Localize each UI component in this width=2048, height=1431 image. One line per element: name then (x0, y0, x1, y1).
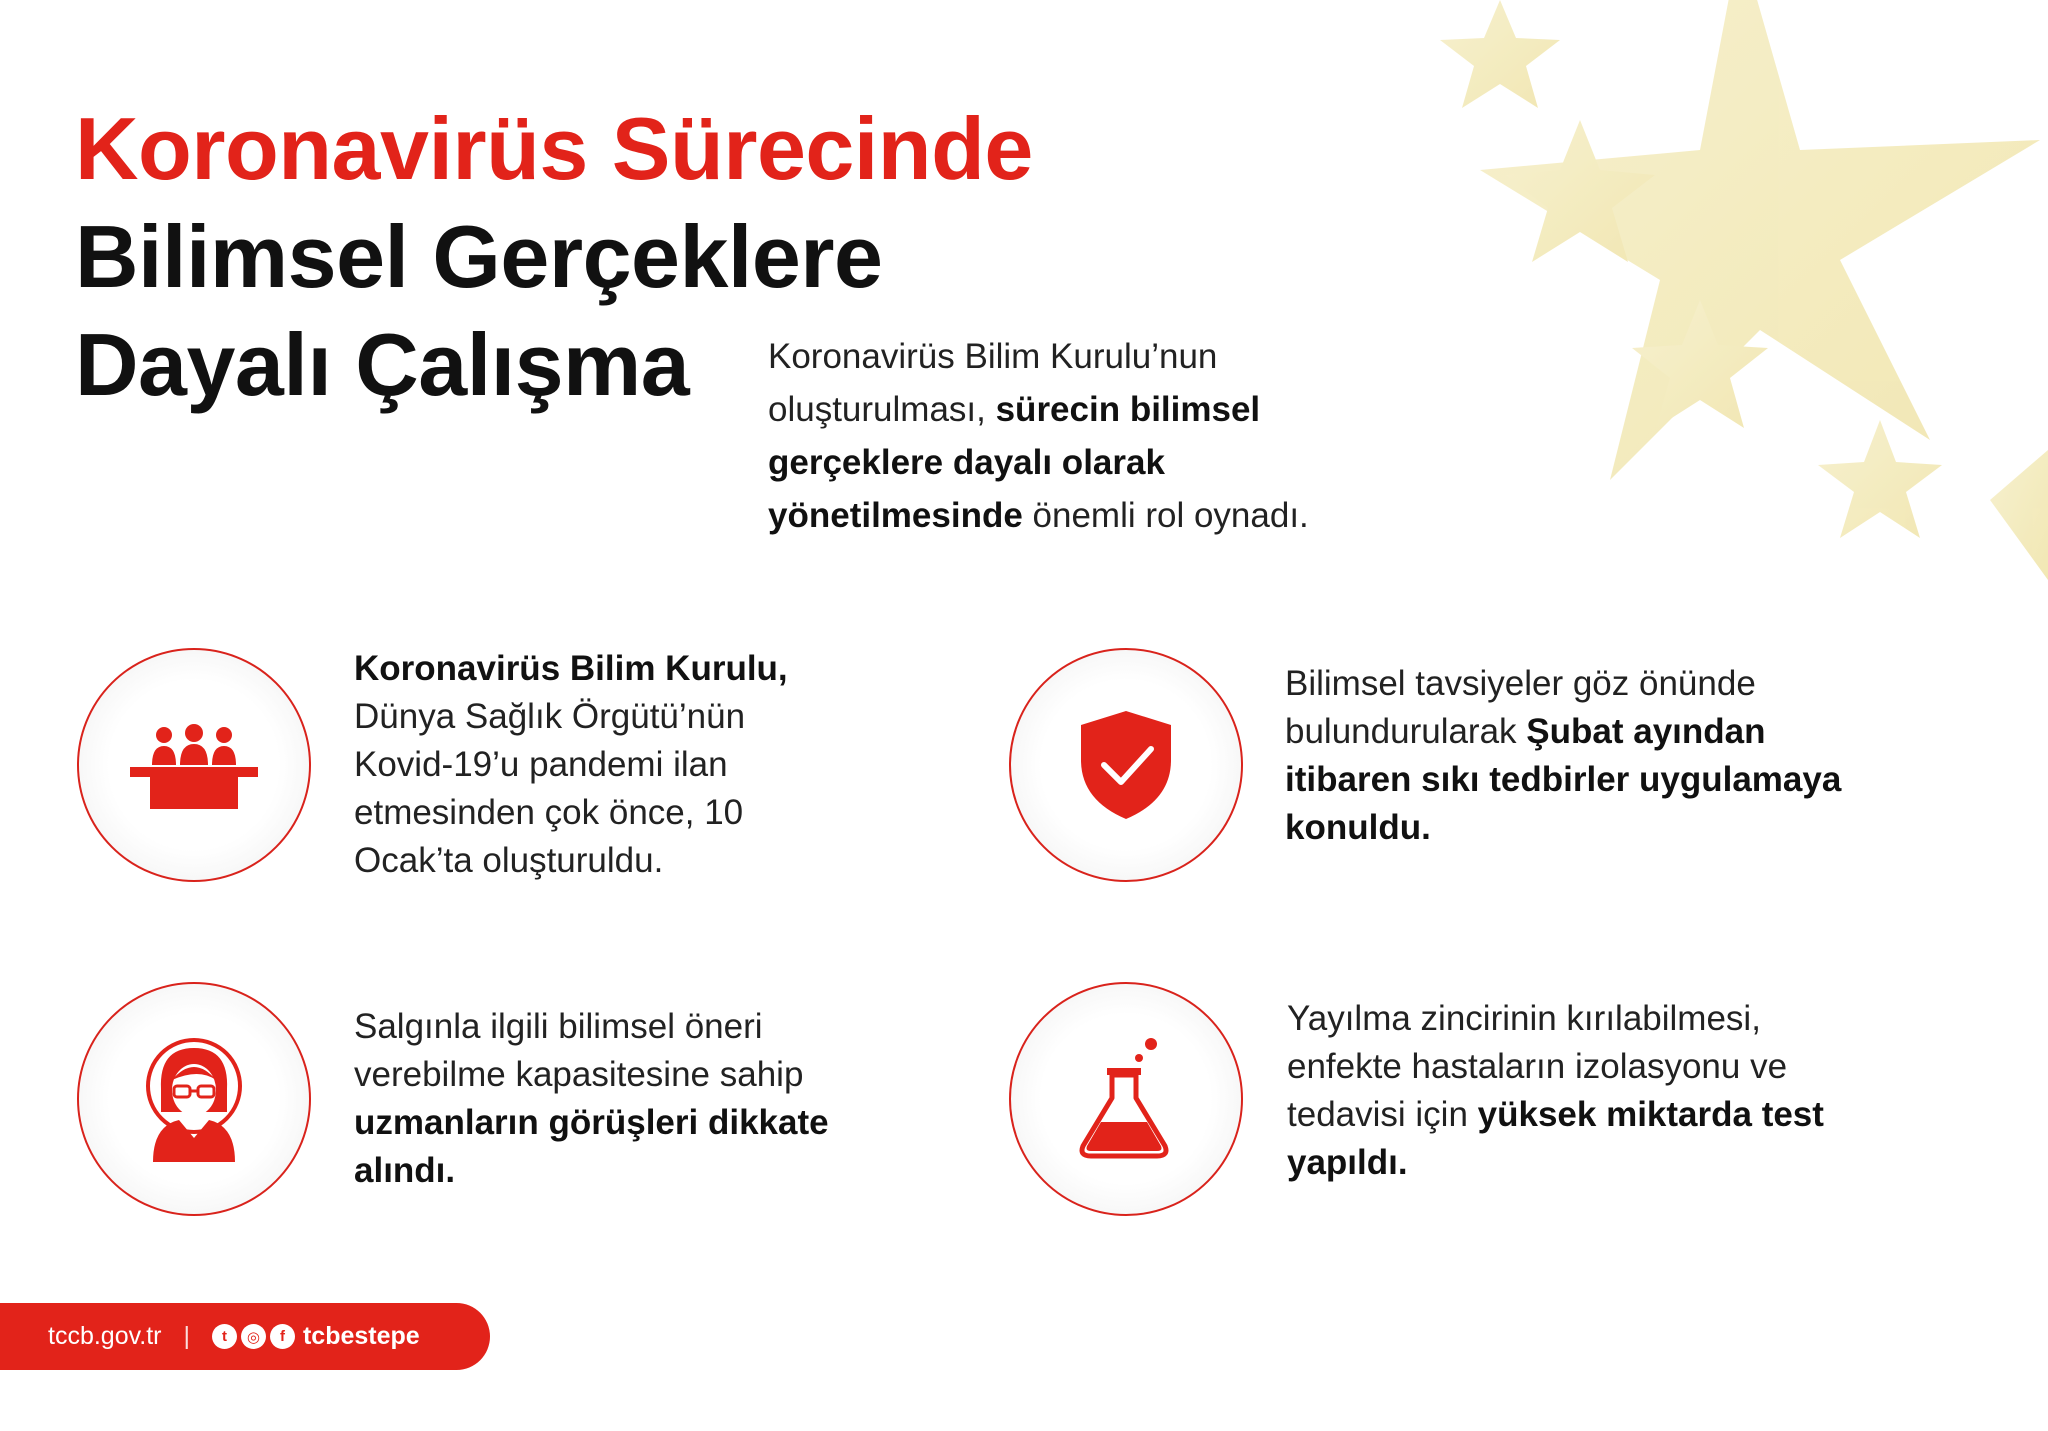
star-shape (1505, 120, 1655, 262)
title-line-2: Bilimsel Gerçeklere (75, 207, 883, 306)
star-shape (1990, 450, 2048, 580)
item-2-plain: Bilimsel tavsiyeler göz önünde bulundurularak (1285, 664, 1756, 751)
item-4-plain: Yayılma zincirinin kırılabilmesi, enfekte hastaların izolasyonu ve tedavisi için (1287, 999, 1788, 1134)
expert-circle (77, 982, 311, 1216)
star-shape (1632, 300, 1768, 428)
item-3-plain: Salgınla ilgili bilimsel öneri verebilme kapasitesine sahip (354, 1007, 804, 1094)
intro-bold: sürecin bilimsel gerçeklere dayalı olarak yönetilmesinde (768, 390, 1261, 535)
intro-plain-1: Koronavirüs Bilim Kurulu’nun oluşturulması, (768, 337, 1218, 429)
committee-circle (77, 648, 311, 882)
item-committee-text (354, 645, 824, 885)
twitter-icon[interactable]: t (212, 1324, 237, 1349)
star-shape (1818, 420, 1942, 538)
item-1-bold: Koronavirüs Bilim Kurulu, (354, 649, 788, 688)
flask-circle (1009, 982, 1243, 1216)
item-4-bold: yüksek miktarda test yapıldı. (1287, 1095, 1824, 1182)
flask-icon (1071, 1034, 1181, 1164)
intro-plain-2: önemli rol oynadı. (1022, 496, 1309, 535)
expert-icon (139, 1034, 249, 1164)
footer-separator: | (183, 1322, 190, 1350)
shield-check-icon (1071, 705, 1181, 825)
website-link[interactable]: tccb.gov.tr (48, 1322, 162, 1350)
item-shield-text (1285, 660, 1845, 852)
footer-bar (0, 1303, 490, 1370)
item-expert-text (354, 1003, 884, 1195)
social-handle[interactable]: tcbestepe (302, 1322, 420, 1350)
star-shape (1440, 0, 1560, 108)
item-flask-text (1287, 995, 1847, 1187)
committee-icon (124, 715, 264, 815)
item-2-bold: Şubat ayından itibaren sıkı tedbirler uygulamaya konuldu. (1285, 712, 1842, 847)
shield-circle (1009, 648, 1243, 882)
item-3-bold: uzmanların görüşleri dikkate alındı. (354, 1103, 829, 1190)
title-line-3: Dayalı Çalışma (75, 315, 690, 414)
facebook-icon[interactable]: f (270, 1324, 295, 1349)
large-star-shape (1480, 0, 2040, 480)
item-1-plain: Dünya Sağlık Örgütü’nün Kovid-19’u pandemi ilan etmesinden çok önce, 10 Ocak’ta oluşturuldu. (354, 697, 746, 880)
social-icons (212, 1324, 295, 1349)
intro-text (768, 330, 1388, 542)
instagram-icon[interactable]: ◎ (241, 1324, 266, 1349)
title-line-1: Koronavirüs Sürecinde (75, 99, 1033, 198)
